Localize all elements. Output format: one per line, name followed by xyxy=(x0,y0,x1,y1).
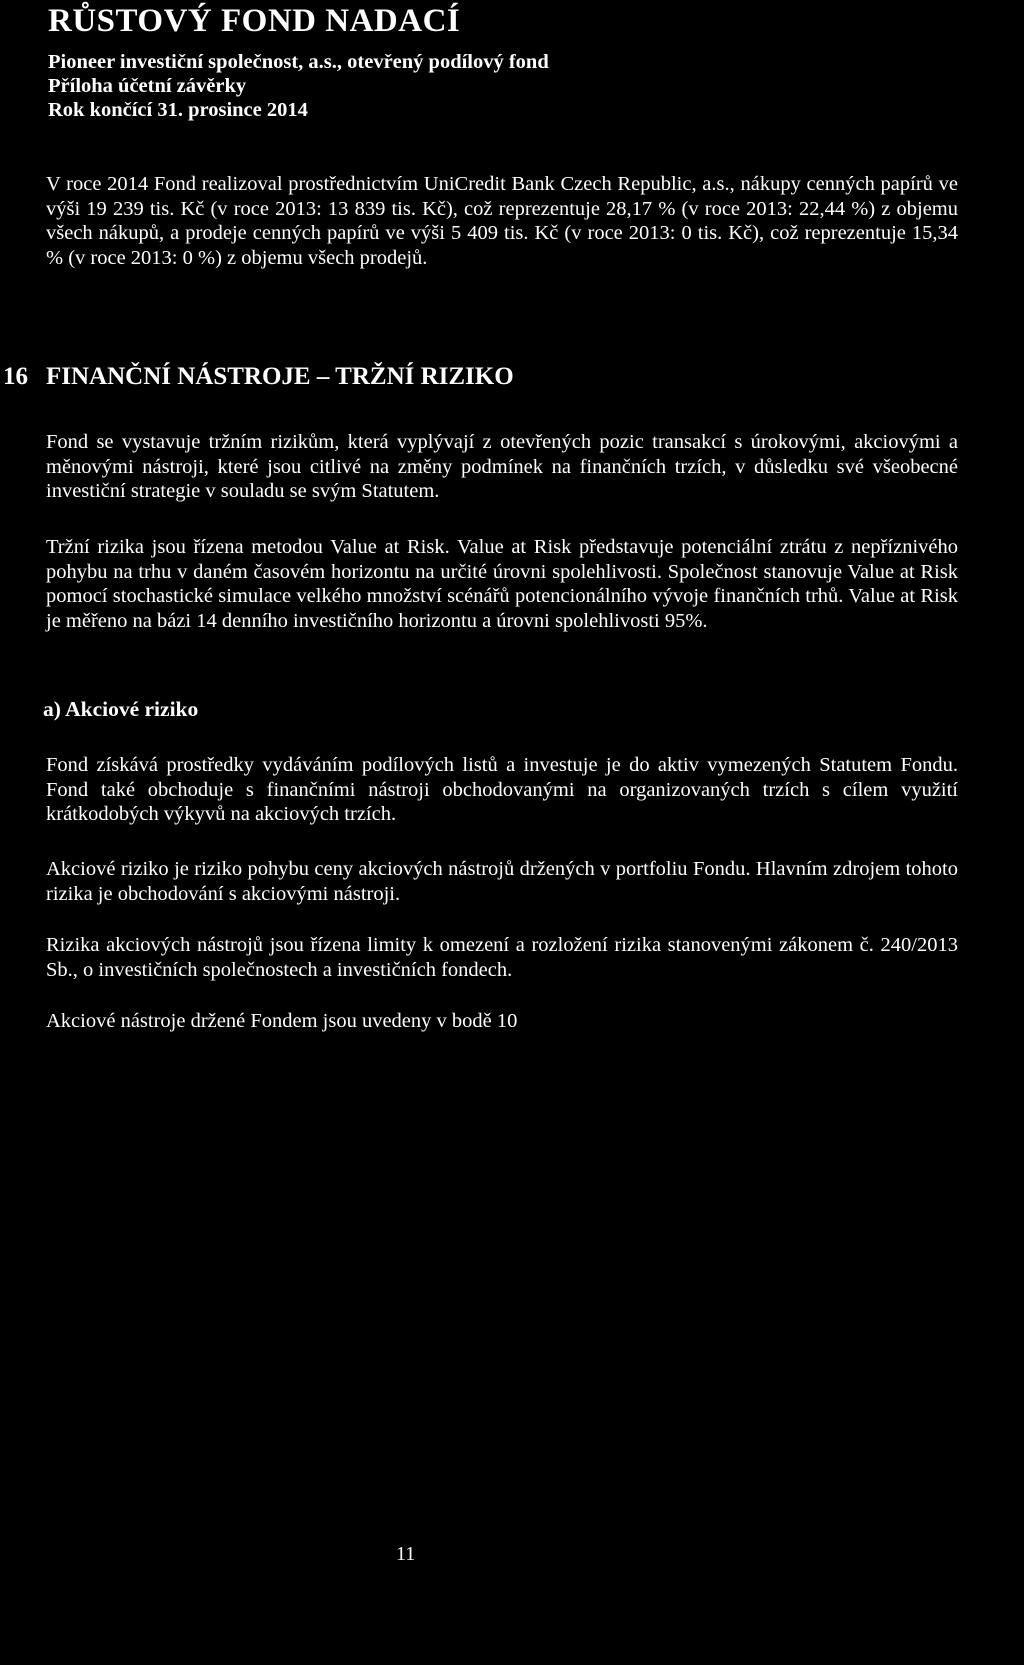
attachment-label: Příloha účetní závěrky xyxy=(48,75,247,97)
section-paragraph: Fond se vystavuje tržním rizikům, která vyplývají z otevřených pozic transakcí s úrokovými, akciovými a měnovými nástroji, které jsou citlivé na změny podmínek na finančních trzích, v důsledku své všeobecné investiční strategie v souladu se svým Statutem. xyxy=(46,431,958,502)
intro-paragraph: V roce 2014 Fond realizoval prostřednictvím UniCredit Bank Czech Republic, a.s., nákupy cenných papírů ve výši 19 239 tis. Kč (v roce 2013: 13 839 tis. Kč), což reprezentuje 28,17 % (v roce 2013: 22,44 %) z objemu všech nákupů, a prodeje cenných papírů ve výši 5 409 tis. Kč (v roce 2013: 0 tis. Kč), což reprezentuje 15,34 % (v roce 2013: 0 %) z objemu všech prodejů. xyxy=(46,173,958,269)
document-title: RŮSTOVÝ FOND NADACÍ xyxy=(48,3,461,39)
section-paragraph: Tržní rizika jsou řízena metodou Value at Risk. Value at Risk představuje potenciální ztrátu z nepříznivého pohybu na trhu v daném časovém horizontu na určité úrovni spolehlivosti. Společnost stanovuje Value at Risk pomocí stochastické simulace velkého množství scénářů potencionálního vývoje finančních trhů. Value at Risk je měřeno na bázi 14 denního investičního horizontu a úrovni spolehlivosti 95%. xyxy=(46,536,958,632)
subsection-paragraph: Fond získává prostředky vydáváním podílových listů a investuje je do aktiv vymezených Statutem Fondu. Fond také obchoduje s finančními nástroji obchodovanými na organizovaných trzích s cílem využití krátkodobých výkyvů na akciových trzích. xyxy=(46,754,958,825)
year-end-label: Rok končící 31. prosince 2014 xyxy=(48,99,308,121)
section-number: 16 xyxy=(3,363,28,390)
section-title: FINANČNÍ NÁSTROJE – TRŽNÍ RIZIKO xyxy=(46,363,514,390)
company-name: Pioneer investiční společnost, a.s., otevřený podílový fond xyxy=(48,51,549,73)
subsection-paragraph: Akciové riziko je riziko pohybu ceny akciových nástrojů držených v portfoliu Fondu. Hlavním zdrojem tohoto rizika je obchodování s akciovými nástroji. xyxy=(46,858,958,905)
subsection-paragraph: Akciové nástroje držené Fondem jsou uvedeny v bodě 10 xyxy=(46,1010,518,1032)
subsection-paragraph: Rizika akciových nástrojů jsou řízena limity k omezení a rozložení rizika stanovenými zákonem č. 240/2013 Sb., o investičních společnostech a investičních fondech. xyxy=(46,934,958,981)
page-number: 11 xyxy=(396,1543,416,1565)
subsection-title: a) Akciové riziko xyxy=(43,697,199,721)
